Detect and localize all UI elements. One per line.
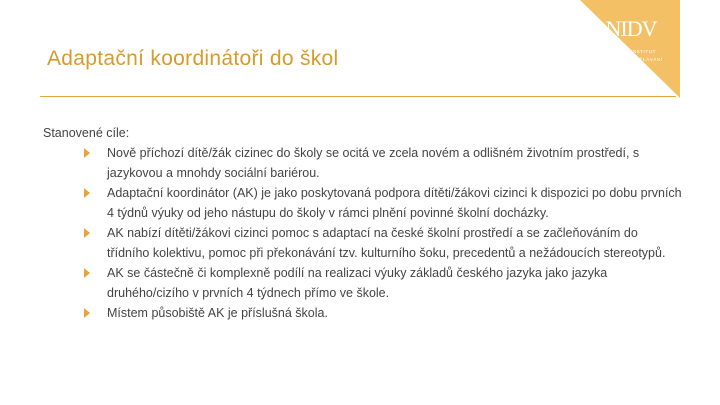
bullet-text: AK nabízí dítěti/žákovi cizinci pomoc s adaptací na české školní prostředí a se začleňováním do třídního kolektivu, pomoc při překonávání tzv. kulturního šoku, precedentů a nežádoucích stereotypů. bbox=[107, 226, 666, 260]
bullet-item bbox=[43, 183, 683, 223]
bullet-text: Adaptační koordinátor (AK) je jako poskytovaná podpora dítěti/žákovi cizinci k dispozici po dobu prvních 4 týdnů výuky od jeho nástupu do školy v rámci plnění povinné školní docházky. bbox=[107, 186, 682, 220]
logo-mark: NIDV bbox=[605, 16, 657, 41]
triangle-bullet-icon bbox=[84, 188, 90, 198]
bullet-text: AK se částečně či komplexně podílí na realizaci výuky základů českého jazyka jako jazyka druhého/cizího v prvních 4 týdnech přímo ve škole. bbox=[107, 266, 608, 300]
triangle-bullet-icon bbox=[84, 268, 90, 278]
bullet-item bbox=[43, 223, 683, 263]
bullet-list bbox=[43, 143, 683, 323]
content-heading: Stanovené cíle: bbox=[43, 126, 130, 140]
slide-title: Adaptační koordinátoři do škol bbox=[47, 47, 339, 70]
bullet-text: Místem působiště AK je příslušná škola. bbox=[107, 306, 328, 320]
slide-content bbox=[43, 123, 683, 323]
bullet-item bbox=[43, 303, 683, 323]
triangle-bullet-icon bbox=[84, 228, 90, 238]
logo-subtitle-line2: PRO DALŠÍ VZDĚLÁVÁNÍ bbox=[597, 57, 663, 62]
bullet-text: Nově příchozí dítě/žák cizinec do školy se ocitá ve zcela novém a odlišném životním prostředí, s jazykovou a mnohdy sociální bariérou. bbox=[107, 146, 640, 180]
logo-subtitle-line1: NÁRODNÍ INSTITUT bbox=[604, 49, 656, 54]
bullet-item bbox=[43, 143, 683, 183]
triangle-bullet-icon bbox=[84, 148, 90, 158]
bullet-item bbox=[43, 263, 683, 303]
triangle-bullet-icon bbox=[84, 308, 90, 318]
